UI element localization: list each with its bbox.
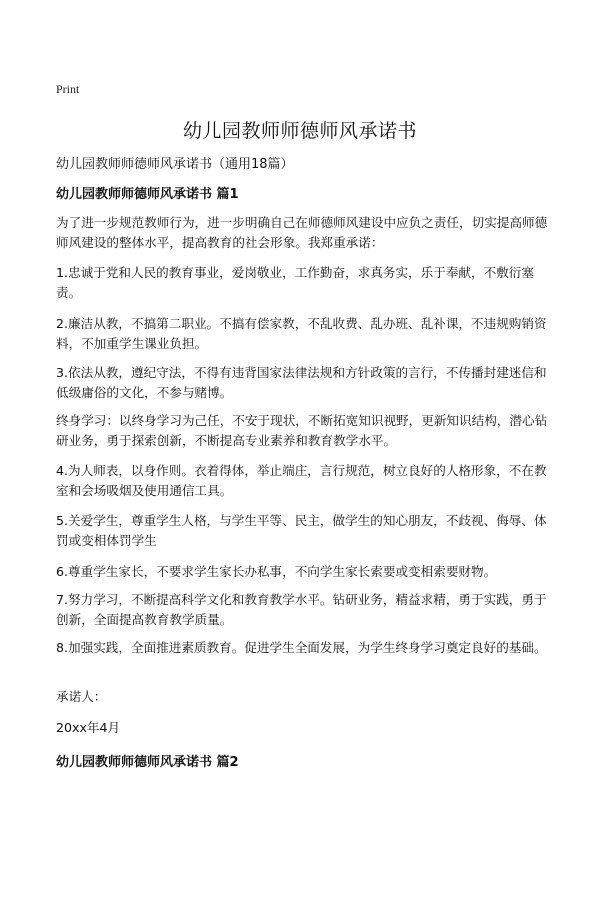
- pledge-item-2: 2.廉洁从教，不搞第二职业。不搞有偿家教，不乱收费、乱办班、乱补课，不违规购销资料，不加重学生课业负担。: [56, 316, 547, 351]
- pledge-item-6: 6.尊重学生家长，不要求学生家长办私事，不向学生家长索要或变相索要财物。: [56, 564, 497, 579]
- pledge-item-3: 3.依法从教，遵纪守法，不得有违背国家法律法规和方针政策的言行，不传播封建迷信和低级庸俗的文化，不参与赌博。: [56, 365, 547, 400]
- print-label: Print: [56, 82, 80, 96]
- signatory-label: 承诺人：: [56, 689, 107, 704]
- pledge-item-1: 1.忠诚于党和人民的教育事业，爱岗敬业，工作勤奋，求真务实，乐于奉献，不敷衍塞责。: [56, 265, 534, 300]
- date-line: 20xx年4月: [56, 720, 121, 735]
- pledge-item-7: 7.努力学习，不断提高科学文化和教育教学水平。钻研业务，精益求精，勇于实践，勇于创新，全面提高教育教学质量。: [56, 592, 547, 627]
- pledge-item-8: 8.加强实践，全面推进素质教育。促进学生全面发展，为学生终身学习奠定良好的基础。: [56, 640, 547, 655]
- intro-paragraph: 为了进一步规范教师行为，进一步明确自己在师德师风建设中应负之责任，切实提高师德师风建设的整体水平，提高教育的社会形象。我郑重承诺：: [56, 215, 548, 250]
- pledge-item-5: 5.关爱学生，尊重学生人格，与学生平等、民主，做学生的知心朋友，不歧视、侮辱、体罚或变相体罚学生: [56, 513, 547, 548]
- lifelong-learning-paragraph: 终身学习：以终身学习为己任，不安于现状，不断拓宽知识视野，更新知识结构，潜心钻研业务，勇于探索创新，不断提高专业素养和教育教学水平。: [56, 413, 548, 448]
- section-heading-1: 幼儿园教师师德师风承诺书 篇1: [56, 187, 239, 202]
- page-title: 幼儿园教师师德师风承诺书: [182, 120, 417, 142]
- document-subtitle: 幼儿园教师师德师风承诺书（通用18篇）: [56, 157, 294, 172]
- pledge-item-4: 4.为人师表，以身作则。衣着得体，举止端庄，言行规范，树立良好的人格形象，不在教室和会场吸烟及使用通信工具。: [56, 463, 547, 498]
- section-heading-2: 幼儿园教师师德师风承诺书 篇2: [56, 755, 239, 770]
